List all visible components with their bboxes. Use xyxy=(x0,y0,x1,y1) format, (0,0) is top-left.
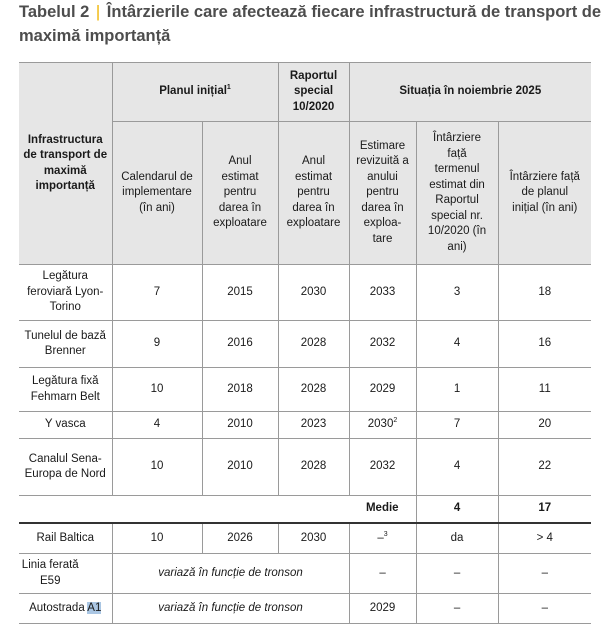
row-calendar: 4 xyxy=(112,412,202,439)
row-revised-year: 2029 xyxy=(349,594,416,624)
row-revised-year: – xyxy=(349,554,416,594)
average-delay-report: 4 xyxy=(416,496,498,523)
table-title xyxy=(19,0,604,48)
row-revised-value: 2030 xyxy=(367,418,394,431)
row-revised-year: 2029 xyxy=(349,368,416,412)
row-span-text: variază în funcție de tronson xyxy=(112,594,349,624)
header-special-report-label: Raportul special 10/2020 xyxy=(289,69,338,113)
header-delay-report-label: Întârziere față termenul estimat din Raportul special nr. 10/2020 (în ani) xyxy=(427,132,487,253)
row-revised-year xyxy=(349,523,416,554)
header-situation xyxy=(349,63,591,122)
footnote-3: 3 xyxy=(383,530,388,538)
table-number: Tabelul 2 xyxy=(19,3,90,21)
row-delay-initial: 20 xyxy=(498,412,591,439)
row-calendar: 10 xyxy=(112,368,202,412)
table-row xyxy=(19,523,591,554)
header-delay-initial-label: Întârziere față de planul inițial (în ani) xyxy=(509,170,580,214)
header-report-year-label: Anul estimat pentru darea în exploatare xyxy=(286,155,341,230)
row-revised-year: 2032 xyxy=(349,439,416,496)
header-revised-year xyxy=(349,122,416,265)
title-text-line2: maximă importanță xyxy=(19,27,171,45)
delays-table xyxy=(19,62,591,624)
table-row xyxy=(19,265,591,321)
row-delay-report: – xyxy=(416,554,498,594)
row-report-year: 2028 xyxy=(278,321,349,368)
row-name: Canalul Sena-Europa de Nord xyxy=(19,439,112,496)
header-infrastructure-label: Infrastructura de transport de maximă importanță xyxy=(23,133,108,192)
table-row xyxy=(19,554,591,594)
row-delay-report: 4 xyxy=(416,321,498,368)
header-situation-label: Situația în noiembrie 2025 xyxy=(399,85,542,98)
row-initial-year: 2016 xyxy=(202,321,278,368)
header-initial-year xyxy=(202,122,278,265)
row-delay-report: da xyxy=(416,523,498,554)
row-report-year: 2030 xyxy=(278,523,349,554)
table-row xyxy=(19,439,591,496)
row-span-text: variază în funcție de tronson xyxy=(112,554,349,594)
row-delay-initial: 22 xyxy=(498,439,591,496)
row-delay-report: 7 xyxy=(416,412,498,439)
header-initial-plan-label: Planul inițial xyxy=(159,85,227,98)
row-delay-initial: > 4 xyxy=(498,523,591,554)
row-revised-value: – xyxy=(377,531,384,544)
row-name xyxy=(19,594,112,624)
row-calendar: 10 xyxy=(112,523,202,554)
row-delay-report: – xyxy=(416,594,498,624)
header-report-year xyxy=(278,122,349,265)
header-revised-year-label: Estimare revizuită a anului pentru darea în exploa-tare xyxy=(356,139,409,245)
title-text-line1: Întârzierile care afectează fiecare infrastructură de transport de xyxy=(106,3,602,21)
row-name-highlight: A1 xyxy=(87,601,102,614)
average-delay-initial: 17 xyxy=(498,496,591,523)
row-calendar: 7 xyxy=(112,265,202,321)
header-row-groups xyxy=(19,63,591,122)
row-delay-report: 4 xyxy=(416,439,498,496)
row-delay-report: 3 xyxy=(416,265,498,321)
row-name-prefix: Autostrada xyxy=(29,601,85,614)
table-row xyxy=(19,321,591,368)
footnote-2: 2 xyxy=(393,417,398,425)
header-delay-initial xyxy=(498,122,591,265)
row-name: Y vasca xyxy=(19,412,112,439)
row-initial-year: 2015 xyxy=(202,265,278,321)
row-name: Tunelul de bază Brenner xyxy=(19,321,112,368)
row-initial-year: 2010 xyxy=(202,412,278,439)
header-calendar-label: Calendarul de implementare (în ani) xyxy=(121,170,193,214)
row-calendar: 9 xyxy=(112,321,202,368)
header-initial-plan xyxy=(112,63,278,122)
table-row xyxy=(19,594,591,624)
row-name: Legătura feroviară Lyon-Torino xyxy=(19,265,112,321)
row-report-year: 2028 xyxy=(278,439,349,496)
header-infrastructure xyxy=(19,63,112,265)
row-revised-year xyxy=(349,412,416,439)
header-initial-year-label: Anul estimat pentru darea în exploatare xyxy=(213,155,267,230)
row-name: Linia ferată E59 xyxy=(19,554,112,594)
row-name: Legătura fixă Fehmarn Belt xyxy=(19,368,112,412)
average-spacer xyxy=(19,496,349,523)
header-calendar xyxy=(112,122,202,265)
table-row xyxy=(19,368,591,412)
row-initial-year: 2010 xyxy=(202,439,278,496)
title-separator: | xyxy=(95,3,101,21)
row-delay-initial: 16 xyxy=(498,321,591,368)
row-initial-year: 2018 xyxy=(202,368,278,412)
table-row xyxy=(19,412,591,439)
row-delay-report: 1 xyxy=(416,368,498,412)
row-delay-initial: – xyxy=(498,594,591,624)
row-calendar: 10 xyxy=(112,439,202,496)
average-label: Medie xyxy=(349,496,416,523)
row-revised-year: 2032 xyxy=(349,321,416,368)
header-special-report xyxy=(278,63,349,122)
average-row xyxy=(19,496,591,523)
row-revised-year: 2033 xyxy=(349,265,416,321)
row-delay-initial: – xyxy=(498,554,591,594)
row-name: Rail Baltica xyxy=(19,523,112,554)
row-initial-year: 2026 xyxy=(202,523,278,554)
header-delay-report xyxy=(416,122,498,265)
footnote-1: 1 xyxy=(226,84,231,92)
row-delay-initial: 11 xyxy=(498,368,591,412)
row-report-year: 2028 xyxy=(278,368,349,412)
row-delay-initial: 18 xyxy=(498,265,591,321)
row-report-year: 2030 xyxy=(278,265,349,321)
row-report-year: 2023 xyxy=(278,412,349,439)
